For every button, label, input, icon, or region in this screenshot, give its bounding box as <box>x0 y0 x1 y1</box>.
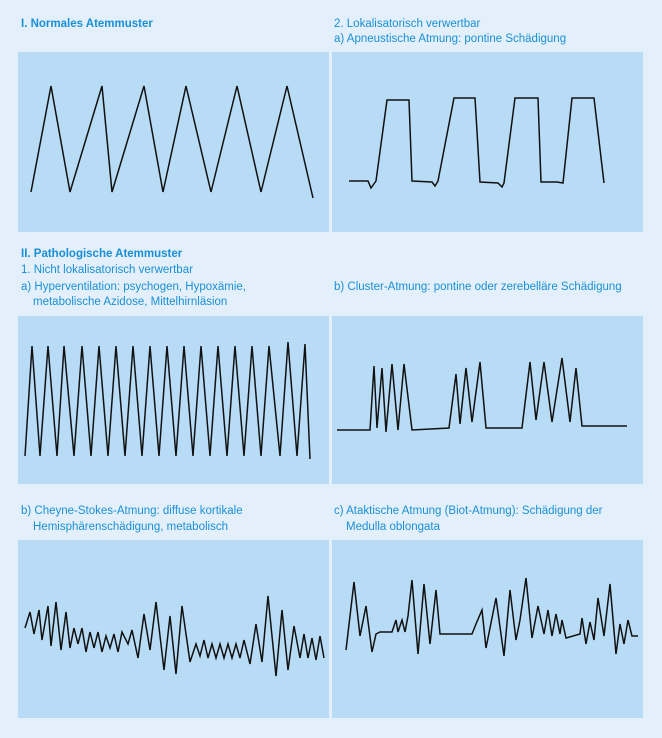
apneustic-breathing-trace <box>332 52 643 232</box>
cluster-breathing-trace <box>332 316 643 484</box>
cheyne-stokes-trace <box>18 540 329 718</box>
cheyne-stokes-panel <box>18 540 329 718</box>
ataxic-breathing-panel <box>332 540 643 718</box>
ataxic-caption-line2: Medulla oblongata <box>346 521 440 533</box>
non-localizable-heading: 1. Nicht lokalisatorisch verwertbar <box>21 264 193 276</box>
hyperventilation-trace <box>18 316 329 484</box>
ataxic-caption-line1: c) Ataktische Atmung (Biot-Atmung): Schädigung der <box>334 505 603 517</box>
cluster-breathing-panel <box>332 316 643 484</box>
apneustic-breathing-panel <box>332 52 643 232</box>
cheyne-stokes-caption-line1: b) Cheyne-Stokes-Atmung: diffuse kortikale <box>21 505 243 517</box>
hyperventilation-panel <box>18 316 329 484</box>
normal-breathing-panel <box>18 52 329 232</box>
ataxic-breathing-trace <box>332 540 643 718</box>
normal-breathing-trace <box>18 52 329 232</box>
hyperventilation-caption-line1: a) Hyperventilation: psychogen, Hypoxämie, <box>21 281 247 293</box>
normal-pattern-heading: I. Normales Atemmuster <box>21 18 153 30</box>
cluster-caption: b) Cluster-Atmung: pontine oder zerebelläre Schädigung <box>334 281 622 293</box>
hyperventilation-caption-line2: metabolische Azidose, Mittelhirnläsion <box>33 296 228 308</box>
cheyne-stokes-caption-line2: Hemisphärenschädigung, metabolisch <box>33 521 228 533</box>
localizable-heading: 2. Lokalisatorisch verwertbar <box>334 18 481 30</box>
apneustic-caption: a) Apneustische Atmung: pontine Schädigung <box>334 33 567 45</box>
pathological-heading: II. Pathologische Atemmuster <box>21 248 183 260</box>
